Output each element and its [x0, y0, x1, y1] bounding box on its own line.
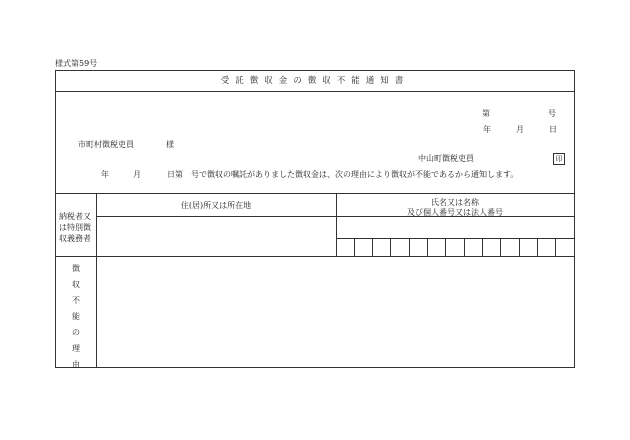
number-cell-divider [537, 238, 538, 256]
number-cell-divider [519, 238, 520, 256]
number-cell-divider [500, 238, 501, 256]
name-header-line1: 氏名又は名称 [431, 198, 479, 207]
number-cell-divider [482, 238, 483, 256]
number-cell-divider [390, 238, 391, 256]
number-cell-divider [372, 238, 373, 256]
title-divider [56, 91, 574, 92]
number-cell-divider [354, 238, 355, 256]
addressee-name: 市町村徴税吏員 [78, 140, 134, 149]
body-month: 月 [133, 170, 141, 179]
number-prefix: 第 [482, 109, 490, 118]
reason-label-char: 収 [72, 280, 80, 289]
reason-label-char: 由 [72, 360, 80, 369]
taxpayer-label-line: 収義務者 [59, 234, 91, 243]
taxpayer-reason-divider [56, 256, 574, 257]
addressee-honorific: 様 [166, 140, 174, 149]
header-row-divider [96, 216, 574, 217]
form-title: 受託徴収金の徴収不能通知書 [220, 76, 410, 86]
reason-label-char: 不 [72, 296, 80, 305]
body-divider [56, 193, 574, 194]
taxpayer-label [59, 211, 91, 244]
reason-label-char: の [72, 328, 80, 337]
date-month: 月 [516, 125, 524, 134]
sender-name: 中山町徴税吏員 [418, 154, 474, 163]
address-header: 住(居)所又は所在地 [180, 201, 252, 210]
body-year: 年 [101, 170, 109, 179]
body-text: 日第 号で徴収の嘱託がありました徴収金は、次の理由により徴収が不能であるから通知します。 [167, 170, 519, 179]
date-year: 年 [483, 125, 491, 134]
reason-label-char: 理 [72, 344, 80, 353]
number-cell-divider [464, 238, 465, 256]
label-column-divider [96, 193, 97, 368]
number-cell-divider [427, 238, 428, 256]
date-day: 日 [549, 125, 557, 134]
number-cell-divider [409, 238, 410, 256]
reason-label-char: 徴 [72, 264, 80, 273]
notice-form [55, 70, 575, 368]
taxpayer-label-line: は特別徴 [59, 223, 91, 232]
reason-label-char: 能 [72, 312, 80, 321]
form-number: 様式第59号 [55, 59, 98, 68]
reason-label [70, 261, 82, 373]
name-header-line2: 及び個人番号又は法人番号 [407, 208, 503, 217]
number-suffix: 号 [548, 109, 556, 118]
seal-mark: 印 [553, 153, 565, 165]
number-cell-divider [445, 238, 446, 256]
number-cell-divider [555, 238, 556, 256]
taxpayer-label-line: 納税者又 [59, 212, 91, 221]
